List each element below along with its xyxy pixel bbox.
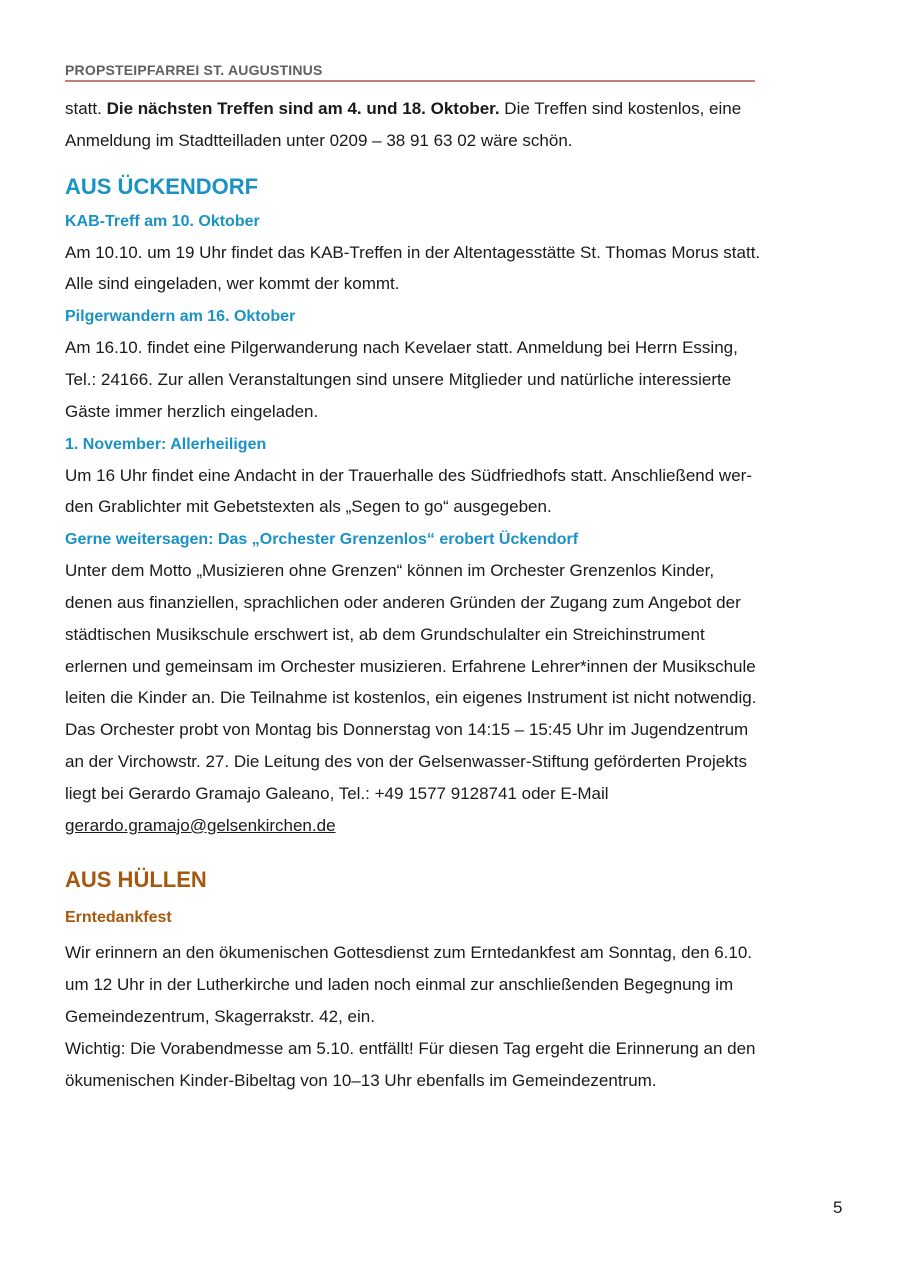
text-line: denen aus finanziellen, sprachlichen oder anderen Gründen der Zugang zum Angebot der	[65, 592, 741, 612]
text-line: Gäste immer herzlich eingeladen.	[65, 401, 319, 421]
running-header: PROPSTEIPFARREI ST. AUGUSTINUS	[65, 62, 755, 82]
text-line: ökumenischen Kinder-Bibeltag von 10–13 Uhr ebenfalls im Gemeindezentrum.	[65, 1070, 657, 1090]
section-title-ueckendorf: AUS ÜCKENDORF	[65, 173, 259, 199]
text-line: Wir erinnern an den ökumenischen Gottesdienst zum Erntedankfest am Sonntag, den 6.10.	[65, 943, 753, 963]
item-body-allerheiligen	[65, 460, 845, 524]
text-line: Das Orchester probt von Montag bis Donnerstag von 14:15 – 15:45 Uhr im Jugendzentrum	[65, 720, 749, 740]
intro-prefix: statt.	[65, 99, 107, 118]
text-line: Unter dem Motto „Musizieren ohne Grenzen“ können im Orchester Grenzenlos Kinder,	[65, 561, 715, 581]
text-line: Tel.: 24166. Zur allen Veranstaltungen sind unsere Mitglieder und natürliche interessierte	[65, 369, 732, 389]
text-line: an der Virchowstr. 27. Die Leitung des von der Gelsenwasser-Stiftung geförderten Projekts	[65, 751, 747, 771]
intro-suffix: Die Treffen sind kostenlos, eine	[499, 99, 742, 118]
intro-line-2: Anmeldung im Stadtteilladen unter 0209 – 38 91 63 02 wäre schön.	[65, 130, 573, 150]
text-line: Wichtig: Die Vorabendmesse am 5.10. entfällt! Für diesen Tag ergeht die Erinnerung an den	[65, 1038, 756, 1058]
item-body-pilgerwandern	[65, 332, 845, 427]
item-heading-kab-treff: KAB-Treff am 10. Oktober	[65, 212, 260, 230]
text-line: leiten die Kinder an. Die Teilnahme ist kostenlos, ein eigenes Instrument ist nicht notwendig.	[65, 688, 757, 708]
email-link[interactable]: gerardo.gramajo@gelsenkirchen.de	[65, 815, 336, 835]
item-heading-orchester: Gerne weitersagen: Das „Orchester Grenzenlos“ erobert Ückendorf	[65, 531, 579, 549]
item-body-kab-treff	[65, 237, 845, 301]
page-content	[65, 93, 845, 1096]
item-heading-pilgerwandern: Pilgerwandern am 16. Oktober	[65, 308, 296, 326]
text-line: Gemeindezentrum, Skagerrakstr. 42, ein.	[65, 1006, 375, 1026]
item-heading-erntedankfest: Erntedankfest	[65, 909, 172, 927]
text-line: Am 10.10. um 19 Uhr findet das KAB-Treffen in der Altentagesstätte St. Thomas Morus statt.	[65, 242, 761, 262]
text-line: städtischen Musikschule erschwert ist, ab dem Grundschulalter ein Streichinstrument	[65, 624, 705, 644]
text-line: Alle sind eingeladen, wer kommt der kommt.	[65, 274, 400, 294]
text-line: erlernen und gemeinsam im Orchester musizieren. Erfahrene Lehrer*innen der Musikschule	[65, 656, 756, 676]
item-body-orchester	[65, 555, 845, 841]
intro-paragraph	[65, 93, 845, 157]
item-heading-allerheiligen: 1. November: Allerheiligen	[65, 435, 267, 453]
text-line: Um 16 Uhr findet eine Andacht in der Trauerhalle des Südfriedhofs statt. Anschließend wer-	[65, 465, 752, 485]
intro-bold: Die nächsten Treffen sind am 4. und 18. Oktober.	[106, 99, 500, 118]
item-body-erntedankfest	[65, 937, 845, 1096]
text-line: um 12 Uhr in der Lutherkirche und laden noch einmal zur anschließenden Begegnung im	[65, 975, 734, 995]
section-title-huellen: AUS HÜLLEN	[65, 867, 207, 893]
page-number: 5	[833, 1198, 843, 1217]
text-line: liegt bei Gerardo Gramajo Galeano, Tel.: +49 1577 9128741 oder E-Mail	[65, 783, 609, 803]
text-line: den Grablichter mit Gebetstexten als „Segen to go“ ausgegeben.	[65, 497, 552, 517]
text-line: Am 16.10. findet eine Pilgerwanderung nach Kevelaer statt. Anmeldung bei Herrn Essing,	[65, 338, 738, 358]
